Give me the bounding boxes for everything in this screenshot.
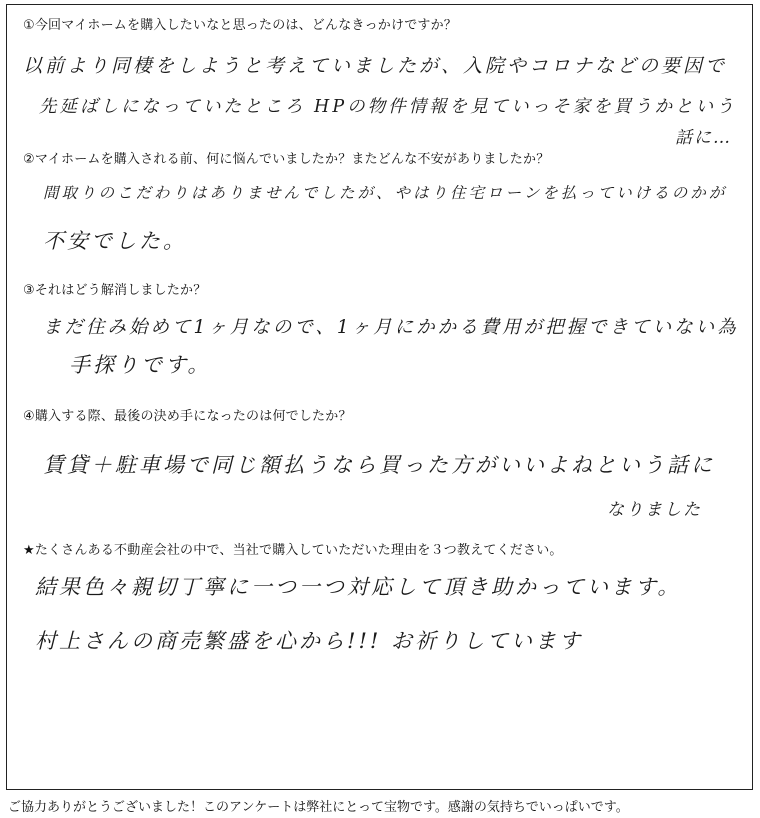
survey-sheet: [6, 4, 753, 790]
question-reasons-label: ★たくさんある不動産会社の中で、当社で購入していただいた理由を３つ教えてください。: [23, 543, 563, 558]
answer-reasons-line-2: 村上さんの商売繁盛を心から!!! お祈りしています: [35, 629, 583, 653]
question-4-label: ④購入する際、最後の決め手になったのは何でしたか？: [23, 409, 352, 424]
answer-3-line-1: まだ住み始めて1ヶ月なので、1ヶ月にかかる費用が把握できていない為: [43, 317, 739, 338]
answer-2-line-1: 間取りのこだわりはありませんでしたが、やはり住宅ローンを払っていけるのかが: [43, 184, 728, 202]
answer-1-line-1: 以前より同棲をしようと考えていましたが、入院やコロナなどの要因で: [23, 55, 728, 77]
answer-1-line-3: 話に…: [675, 128, 732, 148]
question-3-label: ③それはどう解消しましたか？: [23, 283, 207, 298]
footer-thanks: ご協力ありがとうございました！このアンケートは弊社にとって宝物です。感謝の気持ちでいっぱいです。: [8, 800, 629, 815]
question-2-label: ②マイホームを購入される前、何に悩んでいましたか？またどんな不安がありましたか？: [23, 152, 550, 167]
answer-1-line-2: 先延ばしになっていたところ HPの物件情報を見ていっそ家を買うかという: [39, 97, 737, 117]
question-1-label: ①今回マイホームを購入したいなと思ったのは、どんなきっかけですか？: [23, 18, 457, 33]
answer-4-line-1: 賃貸＋駐車場で同じ額払うなら買った方がいいよねという話に: [43, 453, 715, 477]
answer-2-line-2: 不安でした。: [43, 229, 187, 253]
answer-4-line-2: なりました: [607, 500, 702, 520]
answer-3-line-2: 手探りです。: [69, 353, 212, 377]
answer-reasons-line-1: 結果色々親切丁寧に一つ一つ対応して頂き助かっています。: [35, 575, 682, 599]
